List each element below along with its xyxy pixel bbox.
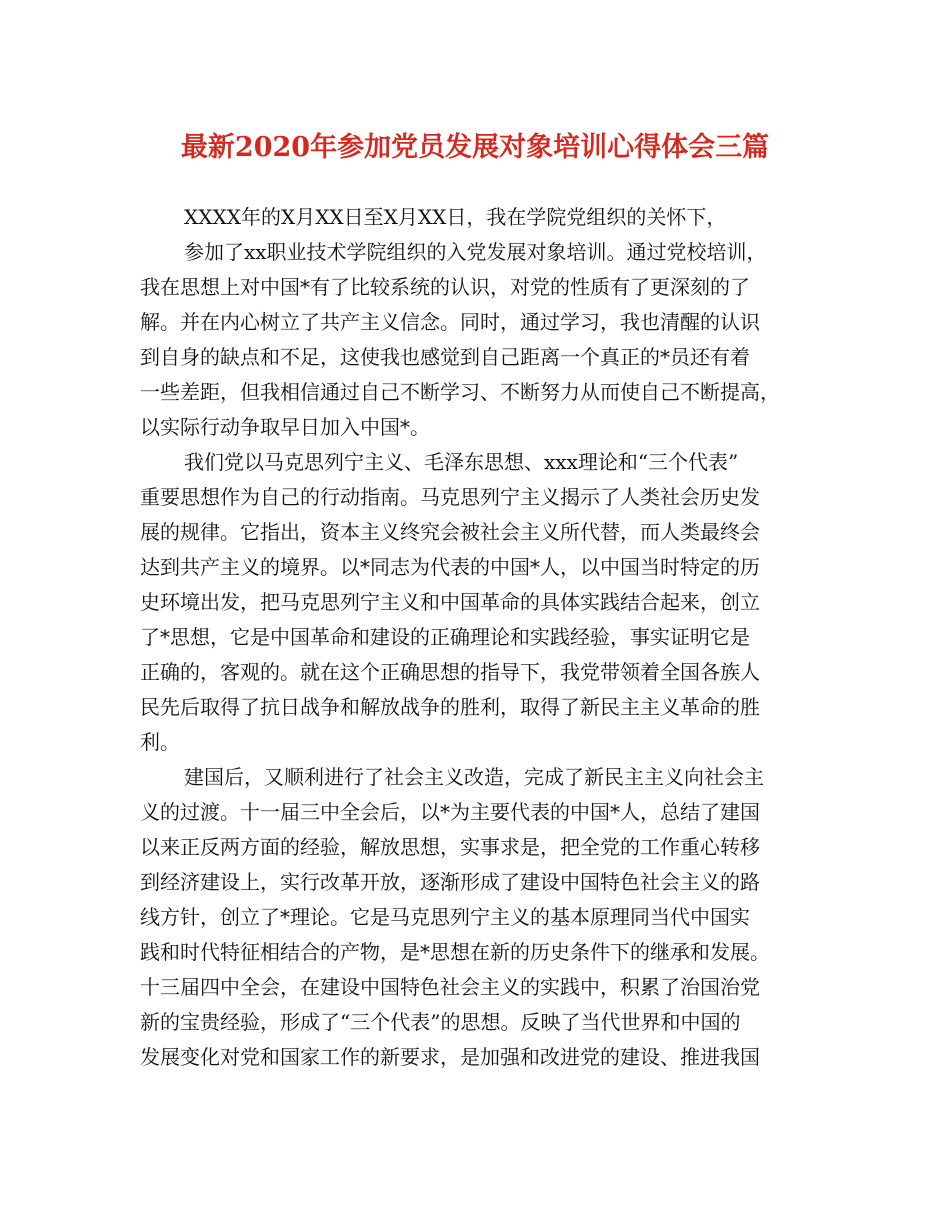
paragraph-line: 线方针，创立了*理论。它是马克思列宁主义的基本原理同当代中国实 <box>140 905 750 929</box>
paragraph <box>140 235 810 445</box>
paragraph-line: 发展变化对党和国家工作的新要求，是加强和改进党的建设、推进我国 <box>140 1045 760 1069</box>
paragraph-line: 了*思想，它是中国革命和建设的正确理论和实践经验，事实证明它是 <box>140 625 750 649</box>
paragraph-line: 我们党以马克思列宁主义、毛泽东思想、xxx理论和“三个代表” <box>184 450 739 474</box>
document-title: 最新2020年参加党员发展对象培训心得体会三篇 <box>180 132 770 163</box>
paragraph-line: 展的规律。它指出，资本主义终究会被社会主义所代替，而人类最终会 <box>140 520 760 544</box>
paragraph <box>140 445 810 760</box>
paragraph-line: 民先后取得了抗日战争和解放战争的胜利，取得了新民主主义革命的胜 <box>140 695 760 719</box>
paragraph-line: 十三届四中全会，在建设中国特色社会主义的实践中，积累了治国治党 <box>140 975 760 999</box>
paragraph-line: 以实际行动争取早日加入中国*。 <box>140 415 430 439</box>
paragraph-line: 我在思想上对中国*有了比较系统的认识，对党的性质有了更深刻的了 <box>140 275 750 299</box>
paragraph-line: 建国后，又顺利进行了社会主义改造，完成了新民主主义向社会主 <box>184 765 764 789</box>
paragraph-line: 正确的，客观的。就在这个正确思想的指导下，我党带领着全国各族人 <box>140 660 760 684</box>
paragraph-line: 到自身的缺点和不足，这使我也感觉到自己距离一个真正的*员还有着 <box>140 345 750 369</box>
paragraph-line: 解。并在内心树立了共产主义信念。同时，通过学习，我也清醒的认识 <box>140 310 760 334</box>
document-body <box>140 200 810 1075</box>
paragraph-line: 义的过渡。十一届三中全会后，以*为主要代表的中国*人，总结了建国 <box>140 800 760 824</box>
paragraph-line: 参加了xx职业技术学院组织的入党发展对象培训。通过党校培训， <box>184 240 767 264</box>
paragraph-line: 践和时代特征相结合的产物，是*思想在新的历史条件下的继承和发展。 <box>140 940 770 964</box>
paragraph-line: 利。 <box>140 730 180 754</box>
paragraph-line: 重要思想作为自己的行动指南。马克思列宁主义揭示了人类社会历史发 <box>140 485 760 509</box>
paragraph-line: 新的宝贵经验，形成了“三个代表”的思想。反映了当代世界和中国的 <box>140 1010 741 1034</box>
paragraph-line: XXXX年的X月XX日至X月XX日，我在学院党组织的关怀下， <box>184 205 727 229</box>
paragraph <box>140 760 810 1075</box>
paragraph-line: 一些差距，但我相信通过自己不断学习、不断努力从而使自己不断提高， <box>140 380 780 404</box>
paragraph-line: 史环境出发，把马克思列宁主义和中国革命的具体实践结合起来，创立 <box>140 590 760 614</box>
paragraph-line: 达到共产主义的境界。以*同志为代表的中国*人，以中国当时特定的历 <box>140 555 760 579</box>
paragraph <box>140 200 810 235</box>
paragraph-line: 以来正反两方面的经验，解放思想，实事求是，把全党的工作重心转移 <box>140 835 760 859</box>
paragraph-line: 到经济建设上，实行改革开放，逐渐形成了建设中国特色社会主义的路 <box>140 870 760 894</box>
